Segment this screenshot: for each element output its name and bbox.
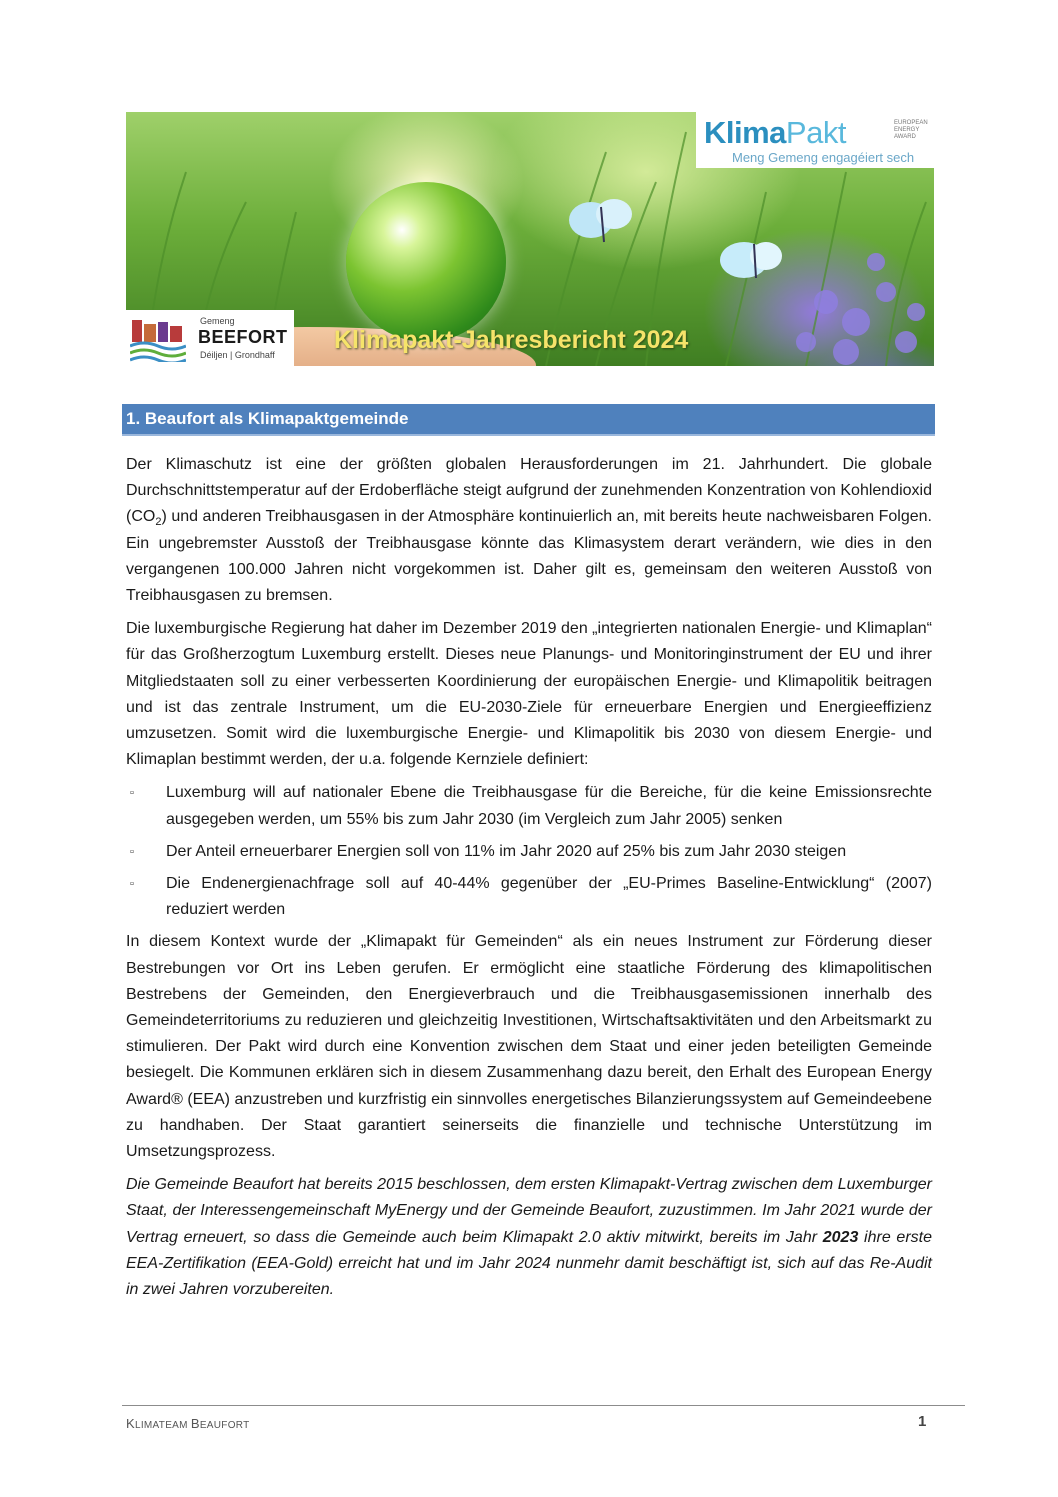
- list-item-text: Luxemburg will auf nationaler Ebene die Treibhausgase für die Bereiche, für die keine Emissionsrechte ausgegeben werden, um 55% bis zum Jahr 2030 (im Vergleich zum Jahr 2005) senken: [166, 784, 932, 828]
- list-item-text: Der Anteil erneuerbarer Energien soll von 11% im Jahr 2020 auf 25% bis zum Jahr 2030 steigen: [166, 842, 847, 860]
- bullet-icon: ▫: [130, 845, 134, 858]
- butterfly-icon: [716, 232, 786, 287]
- list-item: [126, 780, 932, 832]
- section-heading: 1. Beaufort als Klimapaktgemeinde: [122, 404, 935, 436]
- eea-line: AWARD: [894, 134, 916, 140]
- paragraph-text: Der Klimaschutz ist eine der größten globalen Herausforderungen im 21. Jahrhundert. Die globale Durchschnittstemperatur auf der Erdoberfläche steigt aufgrund der zunehmenden Konzentration von Kohlendioxid (CO: [126, 456, 932, 526]
- list-item: [126, 871, 932, 923]
- footer-team-name: [126, 1416, 250, 1431]
- footer-text: LIMATEAM: [134, 1420, 191, 1431]
- bullet-icon: ▫: [130, 878, 134, 891]
- eea-line: EUROPEAN: [894, 120, 928, 126]
- list-item-text: Die Endenergienachfrage soll auf 40-44% gegenüber der „EU-Primes Baseline-Entwicklung“ (2007) reduziert werden: [166, 875, 932, 919]
- paragraph-text: ihre erste EEA-Zertifikation (EEA-Gold) erreicht hat und im Jahr 2024 nunmehr damit beschäftigt ist, sich auf das Re-Audit in zwei Jahren vorzubereiten.: [126, 1228, 932, 1299]
- page-number: 1: [918, 1413, 927, 1430]
- paragraph-klimapakt: In diesem Kontext wurde der „Klimapakt für Gemeinden“ als ein neues Instrument zur Förderung dieser Bestrebungen vor Ort ins Leben gerufen. Er ermöglicht eine staatliche Förderung des klimapolitischen Bestrebens der Gemeinden, den Energieverbrauch und die Treibhausgasemissionen innerhalb des Gemeindeterritoriums zu reduzieren und gleichzeitig Investitionen, Wirtschaftsaktivitäten und den Arbeitsmarkt zu stimulieren. Der Pakt wird durch eine Konvention zwischen dem Staat und einer jeden beteiligten Gemeinde besiegelt. Die Kommunen erklären sich in diesem Zusammenhang dazu bereit, den Erhalt des European Energy Award® (EEA) anzustreben und kurzfristig ein sinnvolles energetisches Bilanzierungssystem auf Gemeindeebene zu handhaben. Der Staat garantiert seinerseits die finanzielle und technische Unterstützung im Umsetzungsprozess.: [126, 933, 932, 1161]
- paragraph-text: Die Gemeinde Beaufort hat bereits 2015 beschlossen, dem ersten Klimapakt-Vertrag zwischen dem Luxemburger Staat, der Interessengemeinschaft MyEnergy und der Gemeinde Beaufort, zuzustimmen. Im Jahr 2021 wurde der Vertrag erneuert, so dass die Gemeinde auch beim Klimapakt 2.0 aktiv mitwirkt, bereits im Jahr: [126, 1176, 932, 1246]
- paragraph-klimaplan: Die luxemburgische Regierung hat daher im Dezember 2019 den „integrierten nationalen Energie- und Klimaplan“ für das Großherzogtum Luxemburg erstellt. Dieses neue Planungs- und Monitoringinstrument der EU und ihrer Mitgliedstaaten soll zu einer verbesserten Koordinierung der europäischen Energie- und Klimapolitik beitragen und ist das zentrale Instrument, um die EU-2030-Ziele für erneuerbare Energien und Energieeffizienz umzusetzen. Somit wird die luxemburgische Energie- und Klimapolitik bis 2030 von diesem Energie- und Klimaplan bestimmt werden, der u.a. folgende Kernziele definiert:: [126, 620, 932, 769]
- beefort-logo: [126, 310, 294, 366]
- paragraph-text: ) und anderen Treibhausgasen in der Atmosphäre kontinuierlich an, mit bereits heute nachweisbaren Folgen. Ein ungebremster Ausstoß der Treibhausgase könnte das Klimasystem derart verändern, wie dies in den vergangenen 100.000 Jahren nicht vorgekommen ist. Daher gilt es, gemeinsam den weiteren Ausstoß von Treibhausgasen zu bremsen.: [126, 508, 932, 605]
- footer-text: EAUFORT: [199, 1420, 250, 1431]
- klimapakt-wordmark: [704, 116, 846, 150]
- report-title: Klimapakt-Jahresbericht 2024: [334, 326, 689, 354]
- beefort-gemeng: Gemeng: [200, 316, 235, 326]
- beefort-name: BEEFORT: [198, 327, 288, 347]
- list-item: [126, 839, 932, 865]
- eea-line: ENERGY: [894, 127, 920, 133]
- klimapakt-logo: [696, 112, 934, 168]
- beefort-subtitle: Déiljen | Grondhaff: [200, 350, 275, 360]
- eea-label: [894, 120, 934, 141]
- klimapakt-pakt: Pakt: [785, 115, 846, 150]
- header-banner: [126, 112, 934, 366]
- bullet-icon: ▫: [130, 787, 134, 800]
- klimapakt-klima: Klima: [704, 115, 786, 150]
- castle-icon: [130, 314, 186, 362]
- year-highlight: 2023: [822, 1228, 859, 1246]
- footer-text: K: [126, 1416, 135, 1431]
- footer-divider: [122, 1405, 965, 1406]
- klimapakt-tagline: Meng Gemeng engagéiert sech: [732, 150, 915, 165]
- butterfly-icon: [566, 192, 636, 252]
- target-list: [126, 780, 932, 923]
- paragraph-beaufort: [126, 1172, 932, 1303]
- footer-text: B: [190, 1416, 200, 1431]
- paragraph-intro: [126, 452, 932, 609]
- globe-image: [346, 182, 506, 342]
- co2-subscript: 2: [155, 516, 162, 529]
- body-text: [126, 452, 932, 1310]
